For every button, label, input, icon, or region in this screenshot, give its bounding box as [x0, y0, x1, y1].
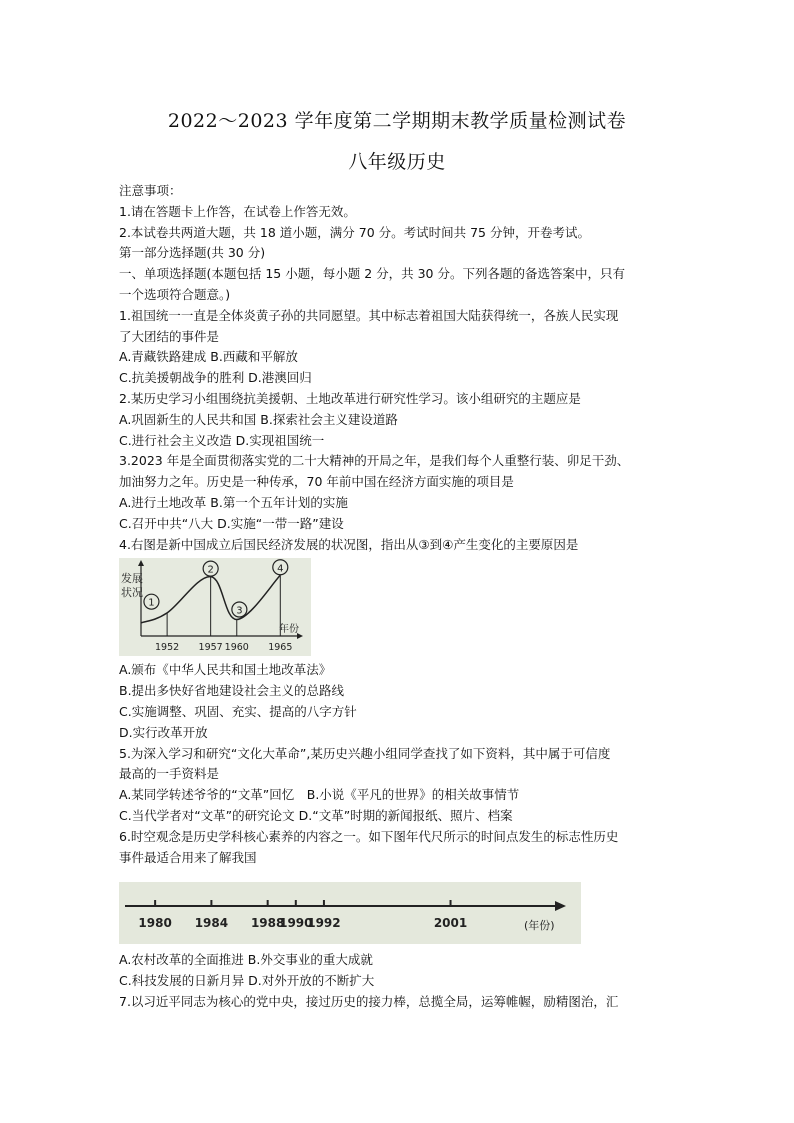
- marker-label: 1: [148, 598, 155, 610]
- svg-text:发展状况: 发展状况: [121, 572, 143, 600]
- timeline-svg: [119, 882, 581, 944]
- marker-1: [144, 595, 159, 610]
- economy-development-chart: [119, 558, 311, 656]
- q7-stem-1: 7.以习近平同志为核心的党中央，接过历史的接力棒，总揽全局，运筹帷幄，励精图治，汇: [119, 993, 619, 1009]
- q6-stem-2: 事件最适合用来了解我国: [119, 849, 257, 865]
- q5-options-ab: A.某同学转述爷爷的“文革”回忆 B.小说《平凡的世界》的相关故事情节: [119, 787, 520, 803]
- q6-options-ab: A.农村改革的全面推进 B.外交事业的重大成就: [119, 952, 373, 968]
- notice-heading: 注意事项：: [119, 183, 182, 198]
- q2-options-cd: C.进行社会主义改造 D.实现祖国统一: [119, 432, 325, 448]
- exam-body: [119, 181, 684, 1013]
- timeline-tick-label: 1980: [138, 916, 172, 931]
- x-tick-label: 1960: [224, 642, 249, 654]
- marker-label: 4: [277, 563, 284, 575]
- part1-heading: 第一部分选择题(共 30 分): [119, 245, 266, 261]
- q4-option-d: D.实行改革开放: [119, 724, 208, 740]
- timeline-tick-label: 1988: [250, 916, 285, 931]
- y-axis-arrow: [138, 560, 144, 566]
- economy-chart-svg: [119, 558, 311, 656]
- notice-item-1: 1.请在答题卡上作答，在试卷上作答无效。: [119, 203, 356, 219]
- q6-stem-1: 6.时空观念是历史学科核心素养的内容之一。如下图年代尺所示的时间点发生的标志性历史: [119, 828, 619, 844]
- q4-option-a: A.颁布《中华人民共和国土地改革法》: [119, 662, 332, 678]
- q4-option-b: B.提出多快好省地建设社会主义的总路线: [119, 683, 345, 699]
- marker-2: [203, 561, 218, 576]
- q4-stem-1: 4.右图是新中国成立后国民经济发展的状况图，指出从③到④产生变化的主要原因是: [119, 536, 579, 552]
- x-tick-label: 1965: [268, 642, 293, 654]
- timeline-tick-label: 1992: [307, 916, 341, 931]
- q2-options-ab: A.巩固新生的人民共和国 B.探索社会主义建设道路: [119, 411, 398, 427]
- timeline-arrow: [555, 901, 566, 911]
- q5-stem-1: 5.为深入学习和研究“文化大革命”,某历史兴趣小组同学查找了如下资料，其中属于可信度: [119, 745, 611, 761]
- notice-item-2: 2.本试卷共两道大题，共 18 道小题，满分 70 分。考试时间共 75 分钟，开卷考试。: [119, 224, 590, 240]
- x-tick-label: 1952: [155, 642, 180, 654]
- q3-options-ab: A.进行土地改革 B.第一个五年计划的实施: [119, 494, 348, 510]
- section-instruction-2: 一个选项符合题意。): [119, 286, 231, 302]
- q6-options-cd: C.科技发展的日新月异 D.对外开放的不断扩大: [119, 973, 375, 989]
- q1-options-cd: C.抗美援朝战争的胜利 D.港澳回归: [119, 370, 312, 386]
- x-tick-label: 1957: [198, 642, 223, 654]
- q3-options-cd: C.召开中共“八大 D.实施“一带一路”建设: [119, 515, 344, 531]
- timeline-tick-label: 1984: [194, 916, 229, 931]
- timeline-figure: [119, 882, 581, 944]
- timeline-xlabel: (年份): [524, 919, 555, 933]
- marker-3: [232, 602, 247, 617]
- timeline-tick-label: 2001: [433, 916, 468, 931]
- q2-stem-1: 2.某历史学习小组围绕抗美援朝、土地改革进行研究性学习。该小组研究的主题应是: [119, 390, 581, 406]
- section-instruction-1: 一、单项选择题(本题包括 15 小题，每小题 2 分，共 30 分。下列各题的备选答案中，只有: [119, 266, 625, 282]
- chart-ylabel: [121, 571, 143, 599]
- q4-option-c: C.实施调整、巩固、充实、提高的八字方针: [119, 703, 357, 719]
- marker-label: 2: [207, 564, 214, 576]
- q5-stem-2: 最高的一手资料是: [119, 766, 220, 782]
- exam-subtitle: 八年级历史: [348, 151, 446, 173]
- q5-options-cd: C.当代学者对“文革”的研究论文 D.“文革”时期的新闻报纸、照片、档案: [119, 807, 513, 823]
- q3-stem-1: 3.2023 年是全面贯彻落实党的二十大精神的开局之年，是我们每个人重整行装、卯足干劲、: [119, 453, 630, 469]
- q1-options-ab: A.青藏铁路建成 B.西藏和平解放: [119, 349, 298, 365]
- q3-stem-2: 加油努力之年。历史是一种传承，70 年前中国在经济方面实施的项目是: [119, 474, 514, 490]
- timeline-tick-label: 1990: [279, 916, 313, 931]
- q1-stem-1: 1.祖国统一一直是全体炎黄子孙的共同愿望。其中标志着祖国大陆获得统一，各族人民实现: [119, 307, 619, 323]
- q1-stem-2: 了大团结的事件是: [119, 328, 220, 344]
- marker-4: [273, 560, 288, 575]
- exam-title: 2022～2023 学年度第二学期期末教学质量检测试卷: [167, 110, 627, 132]
- marker-label: 3: [236, 605, 243, 617]
- chart-xlabel: 年份: [279, 624, 299, 636]
